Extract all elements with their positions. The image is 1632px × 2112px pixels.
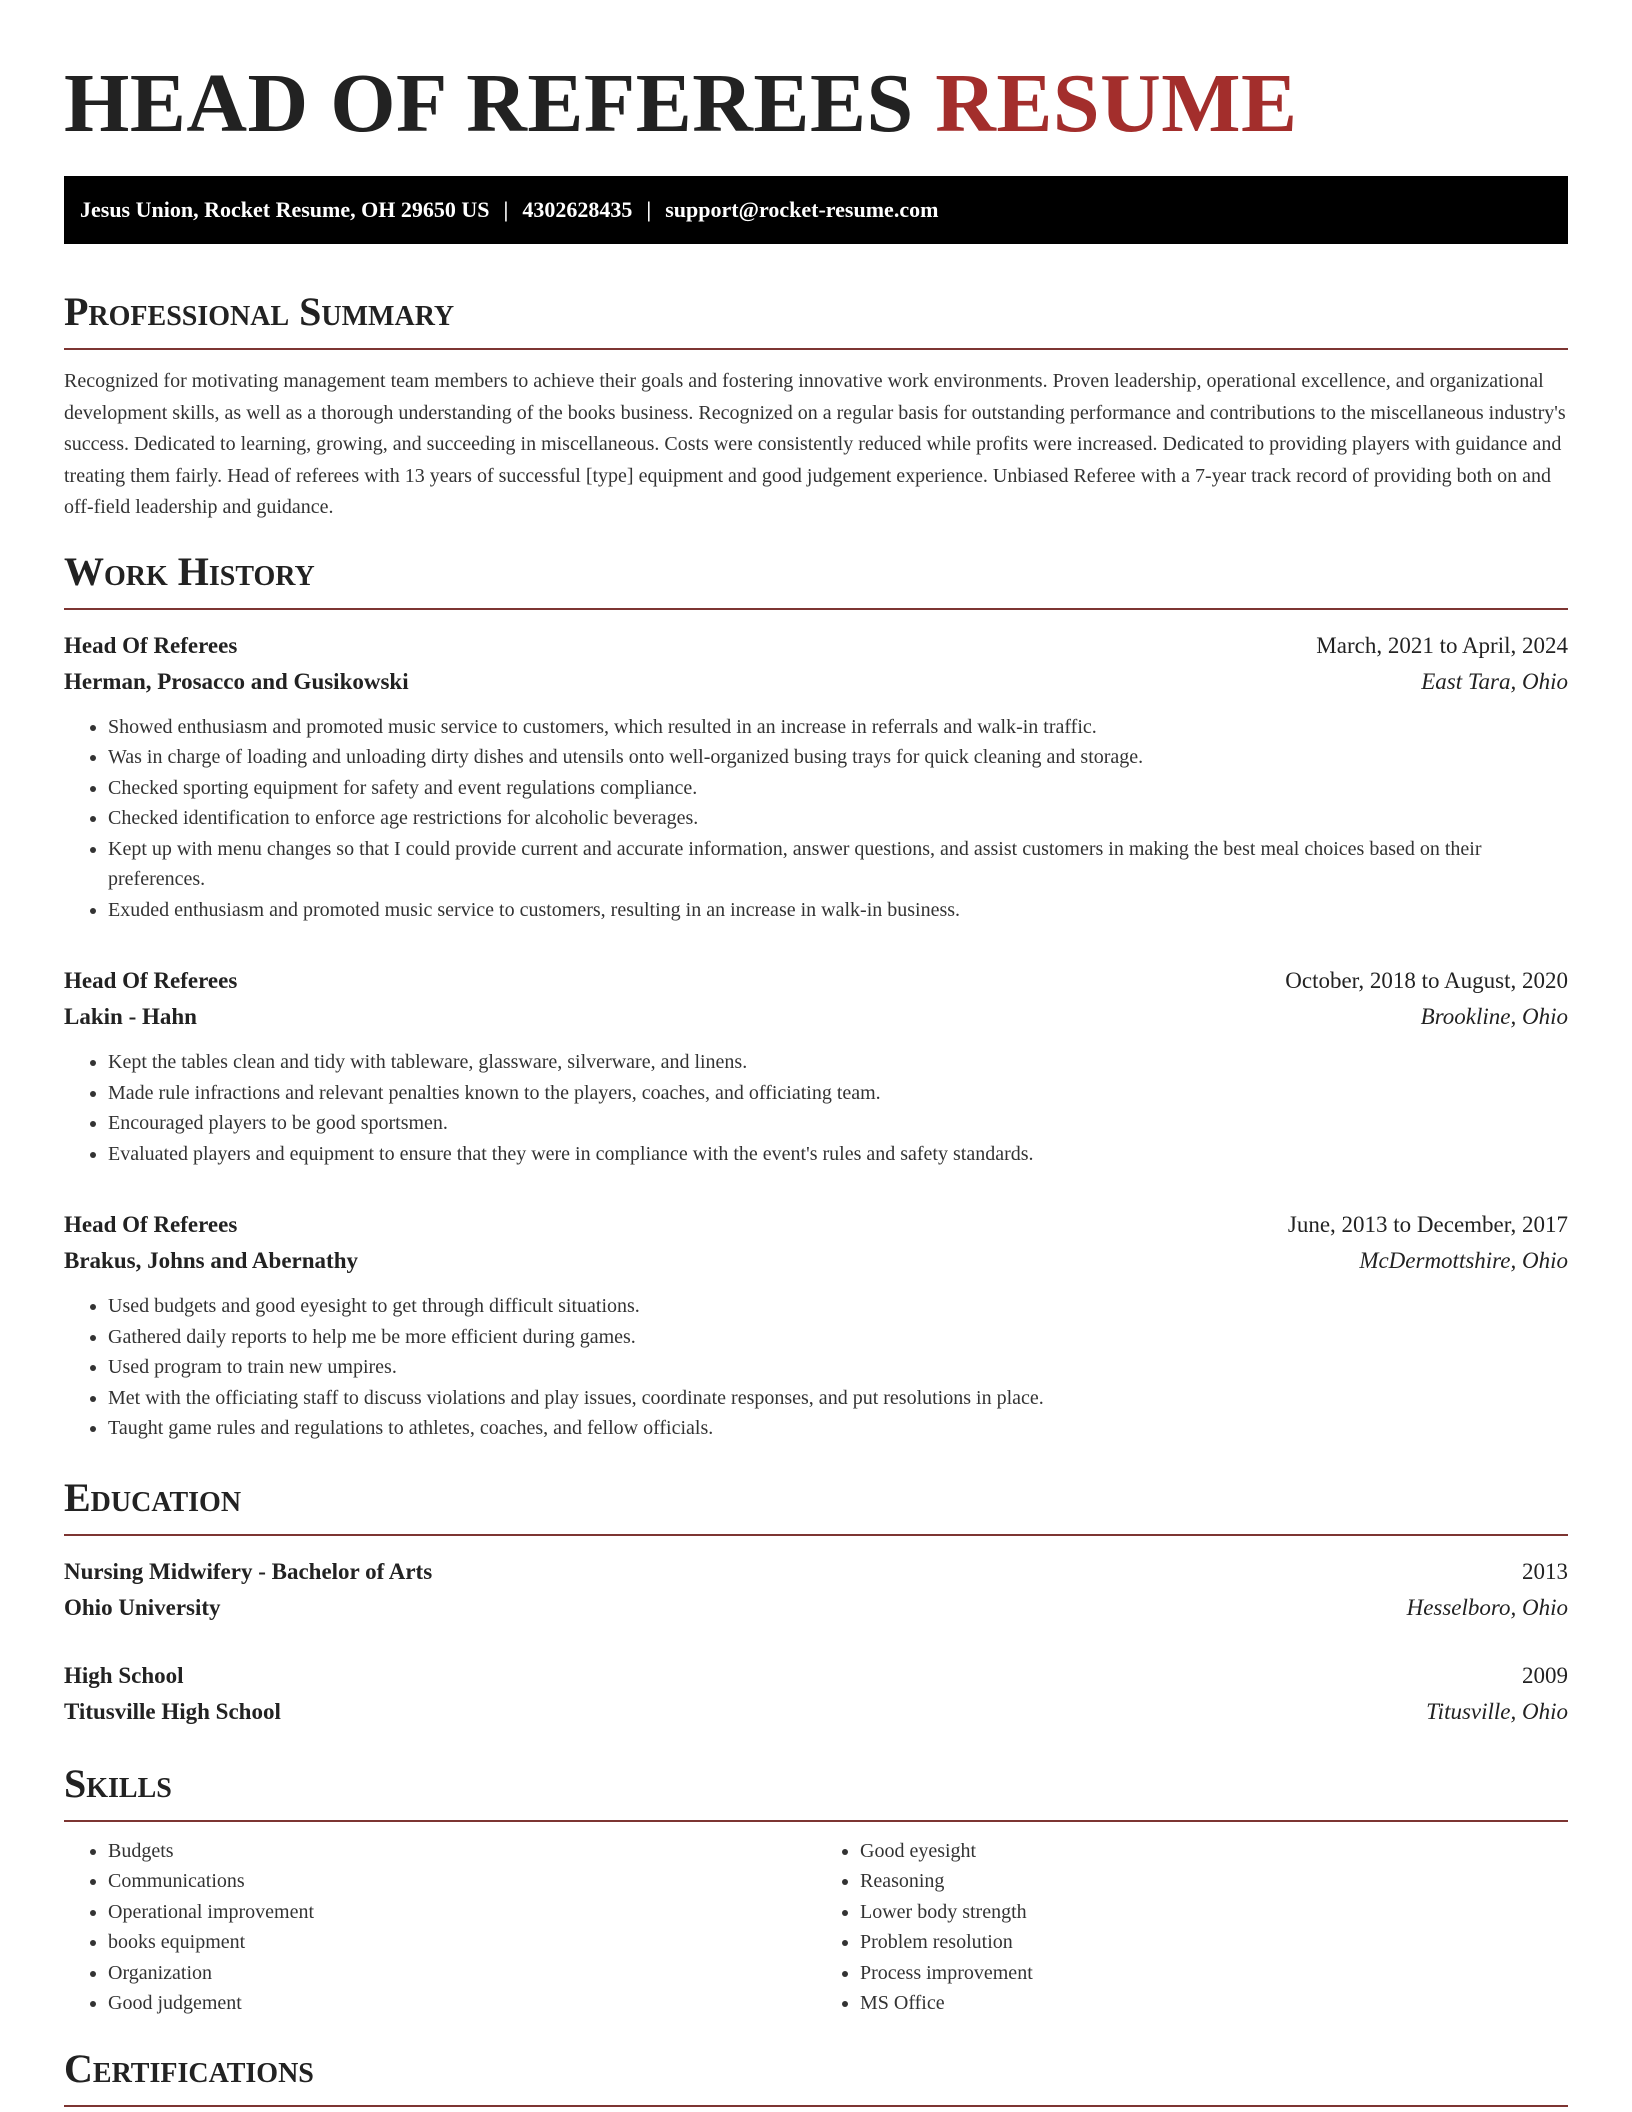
skills-list-left [64, 1836, 816, 2019]
job-company: Lakin - Hahn [64, 1004, 197, 1029]
job-title: Head Of Referees [64, 968, 238, 993]
work-history-heading: Work History [64, 548, 1568, 610]
education-section [64, 1474, 1568, 1730]
education-location: Titusville, Ohio [1426, 1698, 1568, 1724]
job-dates: March, 2021 to April, 2024 [1316, 632, 1568, 658]
contact-email: support@rocket-resume.com [665, 197, 939, 222]
skill-item: • Reasoning [860, 1866, 1568, 1897]
job-location: East Tara, Ohio [1421, 668, 1568, 694]
education-year: 2013 [1522, 1558, 1568, 1584]
education-degree: High School [64, 1662, 184, 1688]
skill-item: • Operational improvement [108, 1897, 816, 1928]
skills-columns [64, 1836, 1568, 2019]
contact-address: Jesus Union, Rocket Resume, OH 29650 US [80, 197, 490, 222]
summary-text: Recognized for motivating management team members to achieve their goals and fostering innovative work environments. Proven leadership, operational excellence, and organizational development skills, as well as a thorough understanding of the books business. Recognized on a regular basis for outstanding performance and contributions to the miscellaneous industry's success. Dedicated to learning, growing, and succeeding in miscellaneous. Costs were consistently reduced while profits were increased. Dedicated to providing players with guidance and treating them fairly. Head of referees with 13 years of successful [type] equipment and good judgement experience. Unbiased Referee with a 7-year track record of providing both on and off-field leadership and guidance. [64, 370, 1566, 518]
education-location: Hesselboro, Ohio [1406, 1594, 1568, 1620]
education-degree-row [64, 1554, 1568, 1590]
education-school-row [64, 1694, 1568, 1730]
job-dates: June, 2013 to December, 2017 [1287, 1212, 1568, 1237]
education-year: 2009 [1522, 1662, 1568, 1688]
job-entry [64, 963, 1568, 1169]
job-bullet: • Kept up with menu changes so that I could provide current and accurate information, answer questions, and assist customers in making the best meal choices based on their preferences. [108, 834, 1568, 895]
job-bullet: • Encouraged players to be good sportsmen. [108, 1108, 1568, 1139]
job-dates: October, 2018 to August, 2020 [1285, 968, 1568, 993]
skill-item: • books equipment [108, 1927, 816, 1958]
job-bullet: • Used budgets and good eyesight to get through difficult situations. [108, 1291, 1568, 1322]
education-heading: Education [64, 1474, 1568, 1536]
job-bullet: • Gathered daily reports to help me be more efficient during games. [108, 1322, 1568, 1353]
skill-item: • Organization [108, 1958, 816, 1989]
skill-item: • Budgets [108, 1836, 816, 1867]
contact-bar [64, 176, 1568, 244]
title-main: HEAD OF REFEREES [64, 57, 914, 150]
certifications-section [64, 2045, 1568, 2107]
job-title-row [64, 963, 1568, 999]
job-entry [64, 1207, 1568, 1444]
summary-heading: Professional Summary [64, 288, 1568, 350]
resume-content [64, 0, 1568, 2107]
title-accent: RESUME [935, 57, 1298, 150]
job-bullet: • Exuded enthusiasm and promoted music service to customers, resulting in an increase in walk-in business. [108, 895, 1568, 926]
job-bullet: • Was in charge of loading and unloading dirty dishes and utensils onto well-organized busing trays for quick cleaning and storage. [108, 742, 1568, 773]
skill-item: • Good judgement [108, 1988, 816, 2019]
job-company-row [64, 664, 1568, 700]
job-bullets [64, 712, 1568, 926]
education-entry [64, 1658, 1568, 1730]
skill-item: • Process improvement [860, 1958, 1568, 1989]
job-bullet: • Kept the tables clean and tidy with tableware, glassware, silverware, and linens. [108, 1047, 1568, 1078]
education-school-row [64, 1590, 1568, 1626]
skills-list-right [816, 1836, 1568, 2019]
skills-heading: Skills [64, 1760, 1568, 1822]
education-school: Titusville High School [64, 1698, 281, 1724]
job-company-row [64, 999, 1568, 1035]
education-degree-row [64, 1658, 1568, 1694]
job-bullet: • Used program to train new umpires. [108, 1352, 1568, 1383]
job-company-row [64, 1243, 1568, 1279]
contact-phone: 4302628435 [522, 197, 633, 222]
job-bullet: • Made rule infractions and relevant penalties known to the players, coaches, and officiating team. [108, 1078, 1568, 1109]
job-location: Brookline, Ohio [1420, 1004, 1568, 1029]
education-school: Ohio University [64, 1594, 221, 1620]
job-bullet: • Taught game rules and regulations to athletes, coaches, and fellow officials. [108, 1413, 1568, 1444]
skill-item: • MS Office [860, 1988, 1568, 2019]
job-title: Head Of Referees [64, 632, 238, 658]
skill-item: • Problem resolution [860, 1927, 1568, 1958]
job-bullet: • Checked identification to enforce age restrictions for alcoholic beverages. [108, 803, 1568, 834]
job-bullets [64, 1291, 1568, 1444]
summary-section [64, 288, 1568, 524]
job-title-row [64, 628, 1568, 664]
job-company: Brakus, Johns and Abernathy [64, 1248, 358, 1273]
job-title-row [64, 1207, 1568, 1243]
skill-item: • Lower body strength [860, 1897, 1568, 1928]
job-bullets [64, 1047, 1568, 1169]
job-bullet: • Met with the officiating staff to discuss violations and play issues, coordinate responses, and put resolutions in place. [108, 1383, 1568, 1414]
work-history-section [64, 548, 1568, 1444]
skill-item: • Communications [108, 1866, 816, 1897]
job-location: McDermottshire, Ohio [1359, 1248, 1568, 1273]
contact-separator: | [503, 197, 509, 222]
job-bullet: • Checked sporting equipment for safety and event regulations compliance. [108, 773, 1568, 804]
page-title [64, 56, 1568, 152]
education-entry [64, 1554, 1568, 1626]
job-entry [64, 628, 1568, 926]
job-bullet: • Showed enthusiasm and promoted music service to customers, which resulted in an increase in referrals and walk-in traffic. [108, 712, 1568, 743]
certifications-heading: Certifications [64, 2045, 1568, 2107]
contact-separator: | [646, 197, 652, 222]
job-bullet: • Evaluated players and equipment to ensure that they were in compliance with the event's rules and safety standards. [108, 1139, 1568, 1170]
job-title: Head Of Referees [64, 1212, 238, 1237]
education-degree: Nursing Midwifery - Bachelor of Arts [64, 1558, 433, 1584]
skill-item: • Good eyesight [860, 1836, 1568, 1867]
job-company: Herman, Prosacco and Gusikowski [64, 668, 409, 694]
skills-section [64, 1760, 1568, 2019]
